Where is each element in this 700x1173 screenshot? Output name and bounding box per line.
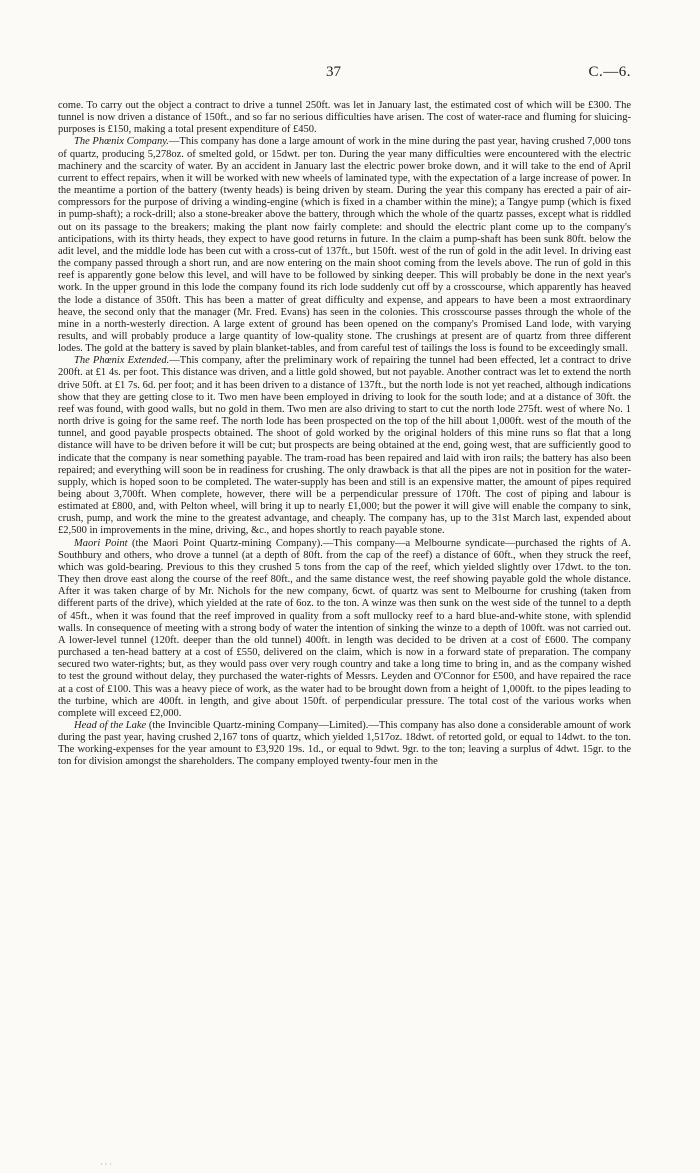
paragraph-text: (the Maori Point Quartz-mining Company).—This company—a Melbourne syndicate—purchased the rights of A. Southbury and others, who drove a tunnel (at a depth of 80ft. from the cap of the reef) a distance of 60ft., when they struck the reef, which was gold-bearing. Previous to this they crushed 5 tons from the cap of the reef, which yielded slightly over 17dwt. to the ton. They then drove east along the course of the reef 80ft., and the same distance west, the reef showing payable gold the whole distance. After it was taken charge of by Mr. Nichols for the new company, 6cwt. of quartz was sent to Melbourne for crushing (taken from different parts of the drive), which yielded at the rate of 6oz. to the ton. A winze was then sunk on the west side of the tunnel to a depth of 45ft., when it was found that the reef improved in quality from a soft mullocky reef to a hard blue-and-white stone, with splendid walls. In consequence of meeting with a strong body of water the intention of sinking the winze to a depth of 100ft. was not carried out. A lower-level tunnel (120ft. deeper than the old tunnel) 400ft. in length was decided to be driven at a cost of £600. The company purchased a ten-head battery at a cost of £550, delivered on the claim, which is now in a forward state of preparation. The company secured two water-rights; but, as they would pass over very rough country and take a long time to bring in, and as the company wished to test the ground without delay, they purchased the water-rights of Messrs. Leyden and O'Connor for £500, and have repaired the race at a cost of £100. This was a heavy piece of work, as the water had to be brought down from a height of 1,000ft. to the pipes leading to the turbine, which are 400ft. in length, and give about 150ft. of perpendicular pressure. The total cost of the various works when complete will exceed £2,000. bbox=[58, 537, 632, 719]
paragraph-text: —This company has done a large amount of work in the mine during the past year, having crushed 7,000 tons of quartz, producing 5,278oz. of smelted gold, or 15dwt. per ton. During the year many difficulties were encountered with the electric machinery and the scarcity of water. By an accident in January last the electric power broke down, and it will take to the end of April current to effect repairs, when it will be worked with new wheels of laminated type, with the expectation of a large increase of power. In the meantime a portion of the battery (twenty heads) is being driven by steam. During the year this company has erected a pair of air-compressors for the purpose of driving a winding-engine (which is fixed in a chamber within the mine); a Tangye pump (which is fixed in pump-shaft); a rock-drill; also a stone-breaker above the battery, through which the whole of the quartz passes, except what is riddled out on its passage to the breakers; making the plant now fairly complete: and should the electric plant come up to the company's anticipations, with its thirty heads, they expect to have good returns in future. In the claim a pump-shaft has been sunk 80ft. below the adit level, and the middle lode has been cut with a cross-cut of 137ft., but 150ft. west of the run of gold in the adit level. In driving east the company passed through a short run, and are now entering on the main shoot coming from the levels above. The run of gold in this reef is apparently gone below this level, and will have to be followed by sinking deeper. This will probably be done in the next year's work. In the upper ground in this lode the company found its rich lode suddenly cut off by a crosscourse, which apparently has heaved the lode a distance of 350ft. This has been a matter of great difficulty and expense, and appears to have been a most extraordinary heave, the second only that the manager (Mr. Fred. Evans) has seen in the colonies. This crosscourse passes through the whole of the mine in a north-westerly direction. A large extent of ground has been opened on the company's Promised Land lode, with varying results, and will probably produce a large quantity of low-quality stone. The crushings at present are of quartz from three different lodes. The gold at the battery is saved by plain blanket-tables, and from careful test of tailings the loss is found to be exceedingly small. bbox=[58, 136, 631, 355]
page-number: 37 bbox=[326, 64, 341, 80]
paragraph-lead: The Phœnix Company. bbox=[74, 136, 169, 148]
document-reference: C.—6. bbox=[588, 64, 631, 80]
paragraph bbox=[58, 355, 631, 537]
paragraph-text: come. To carry out the object a contract to drive a tunnel 250ft. was let in January last, the estimated cost of which will be £300. The tunnel is now driven a distance of 150ft., and so far no serious difficulties have arisen. The cost of water-race and fluming for sluicing-purposes is £150, making a total present expenditure of £450. bbox=[58, 100, 631, 136]
paragraph-text: (the Invincible Quartz-mining Company—Limited).—This company has also done a considerable amount of work during the past year, having crushed 2,167 tons of quartz, which yielded 1,517oz. 18dwt. of retorted gold, or equal to 14dwt. to the ton. The working-expenses for the year amount to £3,920 19s. 1d., or equal to 9dwt. 9gr. to the ton; leaving a surplus of 4dwt. 15gr. to the ton for division amongst the shareholders. The company employed twenty-four men in the bbox=[58, 719, 631, 768]
page-header bbox=[58, 64, 631, 86]
paragraph-text: —This company, after the preliminary work of repairing the tunnel had been effected, let a contract to drive 200ft. at £1 4s. per foot. This distance was driven, and a little gold showed, but not payable. Another contract was let to extend the north drive 50ft. at £1 7s. 6d. per foot; and it has been driven to a distance of 137ft., but the north lode is not yet reached, although indications show that they are getting close to it. Two men have been employed in driving to look for the south lode; and at a distance of 30ft. the reef was found, with good walls, but no gold in them. Two men are also driving to start to cut the north lode 275ft. west of where No. 1 north drive is going for the same reef. The north lode has been prospected on the top of the hill about 1,000ft. west of the mouth of the tunnel, and good payable prospects obtained. The shoot of gold worked by the original holders of this mine runs so flat that a long distance will have to be driven before it will be cut; but prospects are being obtained at the end, going west, that are sufficiently good to indicate that the company is near something payable. The tram-road has been repaired and laid with iron rails; the battery has also been repaired; and everything will soon be in readiness for crushing. The only drawback is that all the pipes are not in position for the water-supply, which is hoped soon to be completed. The water-supply has been and still is an expensive matter, the amount of pipes required being about 3,700ft. When complete, however, there will be a perpendicular pressure of 170ft. The cost of piping and labour is estimated at £800, and, with Pelton wheel, will bring it up to nearly £1,000; but the power it will give will enable the company to sink, crush, pump, and work the mine to the greatest advantage, and cheaply. The company has, up to the 31st March last, expended about £2,500 in improvements in the mine, driving, &c., and hopes shortly to reach payable stone. bbox=[58, 355, 631, 537]
paragraph bbox=[58, 136, 631, 355]
print-mark: · · · bbox=[100, 1160, 112, 1169]
paragraph-lead: Head of the Lake bbox=[74, 719, 147, 731]
body-text bbox=[58, 100, 631, 769]
paragraph bbox=[58, 720, 631, 769]
paragraph-lead: The Phœnix Extended. bbox=[74, 355, 170, 367]
paragraph bbox=[58, 100, 631, 136]
paragraph-lead: Maori Point bbox=[74, 537, 128, 549]
paragraph bbox=[58, 538, 631, 720]
